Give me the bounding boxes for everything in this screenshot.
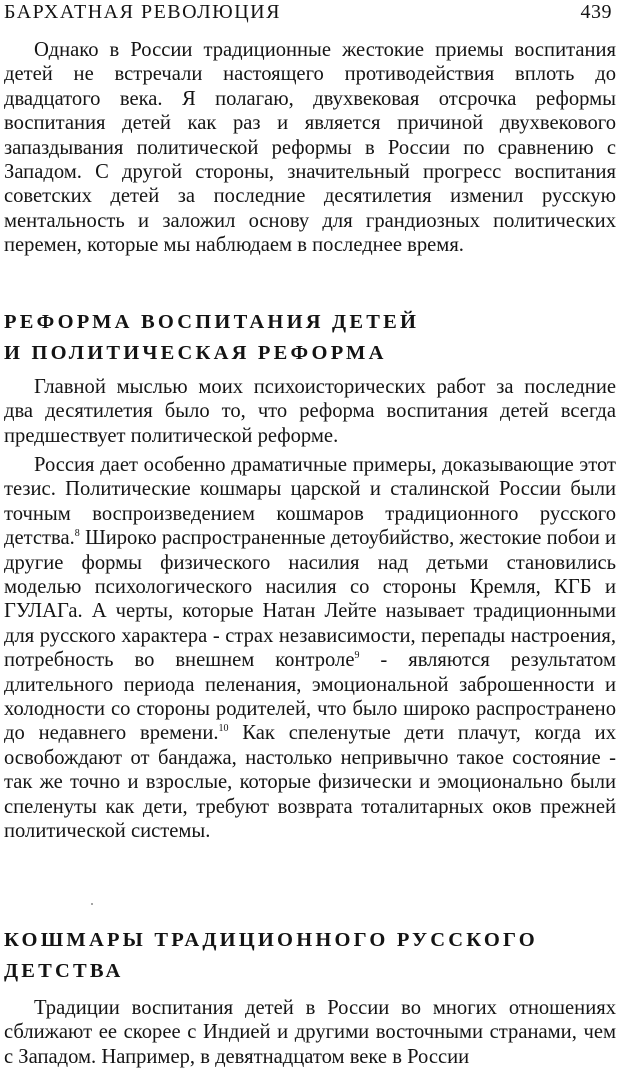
paragraph-russia-text-4: Как спеленутые дети плачут, когда их освобождают от бандажа, настолько непривычно такое состояние - так же точно и взрослые, которые физически и эмоционально были спеленуты как дети, требуют возврата тоталитарных оков прежней политической системы. [4,722,616,843]
footnote-ref-8: 8 [74,528,80,540]
section-heading-reform-line1: РЕФОРМА ВОСПИТАНИЯ ДЕТЕЙ [4,311,420,333]
section-heading-nightmares [4,925,616,987]
running-head-title: БАРХАТНАЯ РЕВОЛЮЦИЯ [4,1,281,23]
paragraph-russia-text-1: Россия дает особенно драматичные примеры, доказывающие этот тезис. Политические кошмары царской и сталинской России были точным воспроизведением кошмаров традиционного русского детства. [4,454,616,550]
paragraph-intro: Однако в России традиционные жестокие приемы воспитания детей не встречали настоящего противодействия вплоть до двадцатого века. Я полагаю, двухвековая отсрочка реформы воспитания детей как раз и является причиной двухвекового запаздывания политической реформы в России по сравнению с Западом. С другой стороны, значительный прогресс воспитания советских детей за последние десятилетия изменил русскую ментальность и заложил основу для грандиозных политических перемен, которые мы наблюдаем в последнее время. [4,39,616,257]
paragraph-main-thesis: Главной мыслью моих психоисторических работ за последние два десятилетия было то, что реформа воспитания детей всегда предшествует политической реформе. [4,376,616,447]
section-heading-reform-line2: И ПОЛИТИЧЕСКАЯ РЕФОРМА [4,342,387,364]
scan-speck [91,903,93,905]
page-number: 439 [580,1,612,23]
paragraph-russia-text-2: Широко распространенные детоубийство, жестокие побои и другие формы физического насилия над детьми становились моделью психологического насилия со стороны Кремля, КГБ и ГУЛАГа. А черты, которые Натан Лейте называет традиционными для русского характера - страх независимости, перепады настроения, потребность во внешнем контроле [4,527,616,672]
section-heading-reform [4,307,616,369]
paragraph-russia-examples [4,453,616,844]
footnote-ref-10: 10 [218,723,229,735]
section-heading-nightmares-line1: КОШМАРЫ ТРАДИЦИОННОГО РУССКОГО [4,929,538,951]
section-heading-nightmares-line2: ДЕТСТВА [4,960,124,982]
running-head [4,0,616,24]
paragraph-russia-text-3: - являются результатом длительного периода пеленания, эмоциональной заброшенности и холодности со стороны родителей, что было широко распространено до недавнего времени. [4,649,616,745]
paragraph-traditions: Традиции воспитания детей в России во многих отношениях сближают ее скорее с Индией и другими восточными странами, чем с Западом. Например, в девятнадцатом веке в России [4,997,616,1068]
footnote-ref-9: 9 [354,650,360,662]
